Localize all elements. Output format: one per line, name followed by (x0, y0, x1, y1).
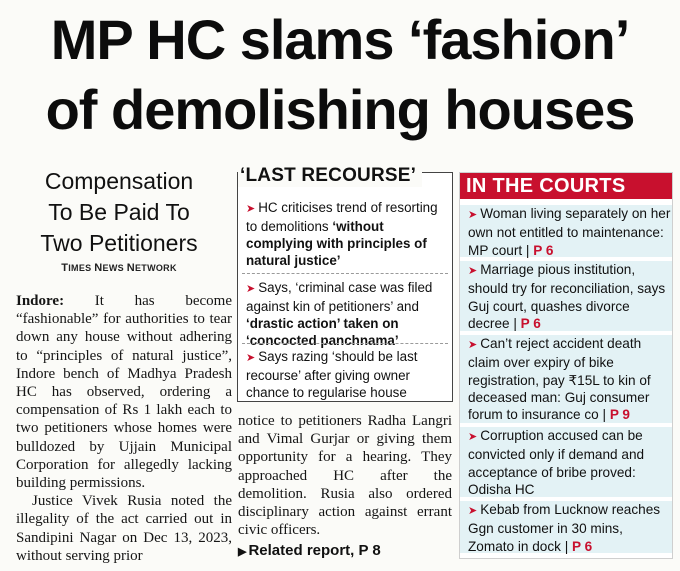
item-text: Corruption accused can be convicted only if demand and acceptance of bribe proved: Odisha HC (468, 428, 645, 497)
court-news-item[interactable] (460, 427, 672, 497)
item-text-bold: ‘without complying with principles of natural justice’ (246, 219, 427, 268)
page-ref: P 6 (533, 242, 554, 258)
dateline: Indore: (16, 293, 65, 309)
last-recourse-box (237, 165, 453, 402)
byline-small: IMES (68, 263, 95, 273)
page-ref: P 6 (520, 315, 541, 331)
court-news-item[interactable] (460, 261, 672, 331)
article-paragraph: notice to petitioners Radha Langri and Vimal Gurjar or giving them opportunity for a hearing. They approached HC after the demolition. Rusia also ordered disciplinary action against errant civic officers. (238, 413, 452, 539)
headline-line-2: of demolishing houses (45, 78, 635, 141)
article-column-1 (16, 292, 232, 565)
byline-cap: N (94, 262, 103, 274)
page-ref: P 9 (609, 407, 630, 423)
red-triangle-icon: ➤ (246, 352, 256, 364)
item-text: Woman living separately on her own not entitled to maintenance: MP court | (468, 206, 671, 258)
last-recourse-item (246, 199, 446, 269)
item-text: Kebab from Lucknow reaches Ggn customer in 30 mins, Zomato in dock | (468, 502, 661, 554)
in-the-courts-title: IN THE COURTS (460, 173, 672, 199)
in-the-courts-box (459, 172, 673, 559)
court-news-item[interactable] (460, 335, 672, 423)
byline-small: EWS (102, 263, 127, 273)
red-triangle-icon: ➤ (246, 203, 256, 215)
last-recourse-item (246, 348, 446, 401)
item-text-bold: ‘drastic action’ taken on ‘concocted panchnama’ (246, 316, 399, 348)
item-text: HC criticises trend of resorting to demolitions (246, 200, 438, 234)
article-paragraph: Justice Vivek Rusia noted the illegality of the act carried out in Sandipini Nagar on Dec 13, 2023, without serving prior (16, 493, 232, 564)
item-text: Says razing ‘should be last recourse’ after giving owner chance to regularise house (246, 349, 418, 400)
divider (242, 273, 448, 274)
article-text: It has become “fashionable” for authorities to tear down any house without adhering to “principles of natural justice”, Indore bench of Madhya Pradesh HC has observed, ordering a compensation of Rs 1 lakh each to two petitioners whose homes were bulldozed by Ujjain Municipal Corporation for allegedly lacking building permissions. (16, 293, 232, 492)
byline-small: ETWORK (134, 263, 177, 273)
red-triangle-icon: ➤ (468, 209, 478, 221)
page-ref: P 6 (572, 538, 593, 554)
subheadline (10, 166, 228, 259)
divider (242, 343, 448, 344)
subheadline-line-3: Two Petitioners (40, 230, 198, 256)
red-triangle-icon: ➤ (468, 265, 478, 277)
court-news-item[interactable] (460, 501, 672, 553)
item-text: Says, ‘criminal case was filed against kin of petitioners’ and (246, 280, 433, 314)
related-report-link[interactable] (238, 542, 381, 559)
item-text: Marriage pious institution, should try for reconciliation, says Guj court, quashes divorce decree | (468, 262, 666, 331)
red-triangle-icon: ➤ (468, 339, 478, 351)
headline-line-1: MP HC slams ‘fashion’ (50, 8, 630, 71)
byline-cap: N (126, 262, 135, 274)
article-column-2 (238, 412, 452, 539)
red-triangle-icon: ➤ (246, 283, 256, 295)
subheadline-line-1: Compensation (44, 168, 194, 194)
article-paragraph (16, 292, 232, 492)
red-triangle-icon: ➤ (468, 431, 478, 443)
triangle-right-icon: ▶ (238, 546, 247, 558)
item-text: Can’t reject accident death claim over expiry of bike registration, pay ₹15L to kin of deceased man: Guj consumer forum to insurance co | (468, 336, 651, 423)
red-triangle-icon: ➤ (468, 505, 478, 517)
last-recourse-title: ‘LAST RECOURSE’ (238, 165, 422, 187)
related-report-label: Related report, P 8 (248, 542, 381, 559)
subheadline-line-2: To Be Paid To (48, 199, 190, 225)
court-news-item[interactable] (460, 205, 672, 257)
byline-cap: T (61, 262, 69, 274)
last-recourse-item (246, 279, 446, 349)
byline (10, 262, 228, 274)
